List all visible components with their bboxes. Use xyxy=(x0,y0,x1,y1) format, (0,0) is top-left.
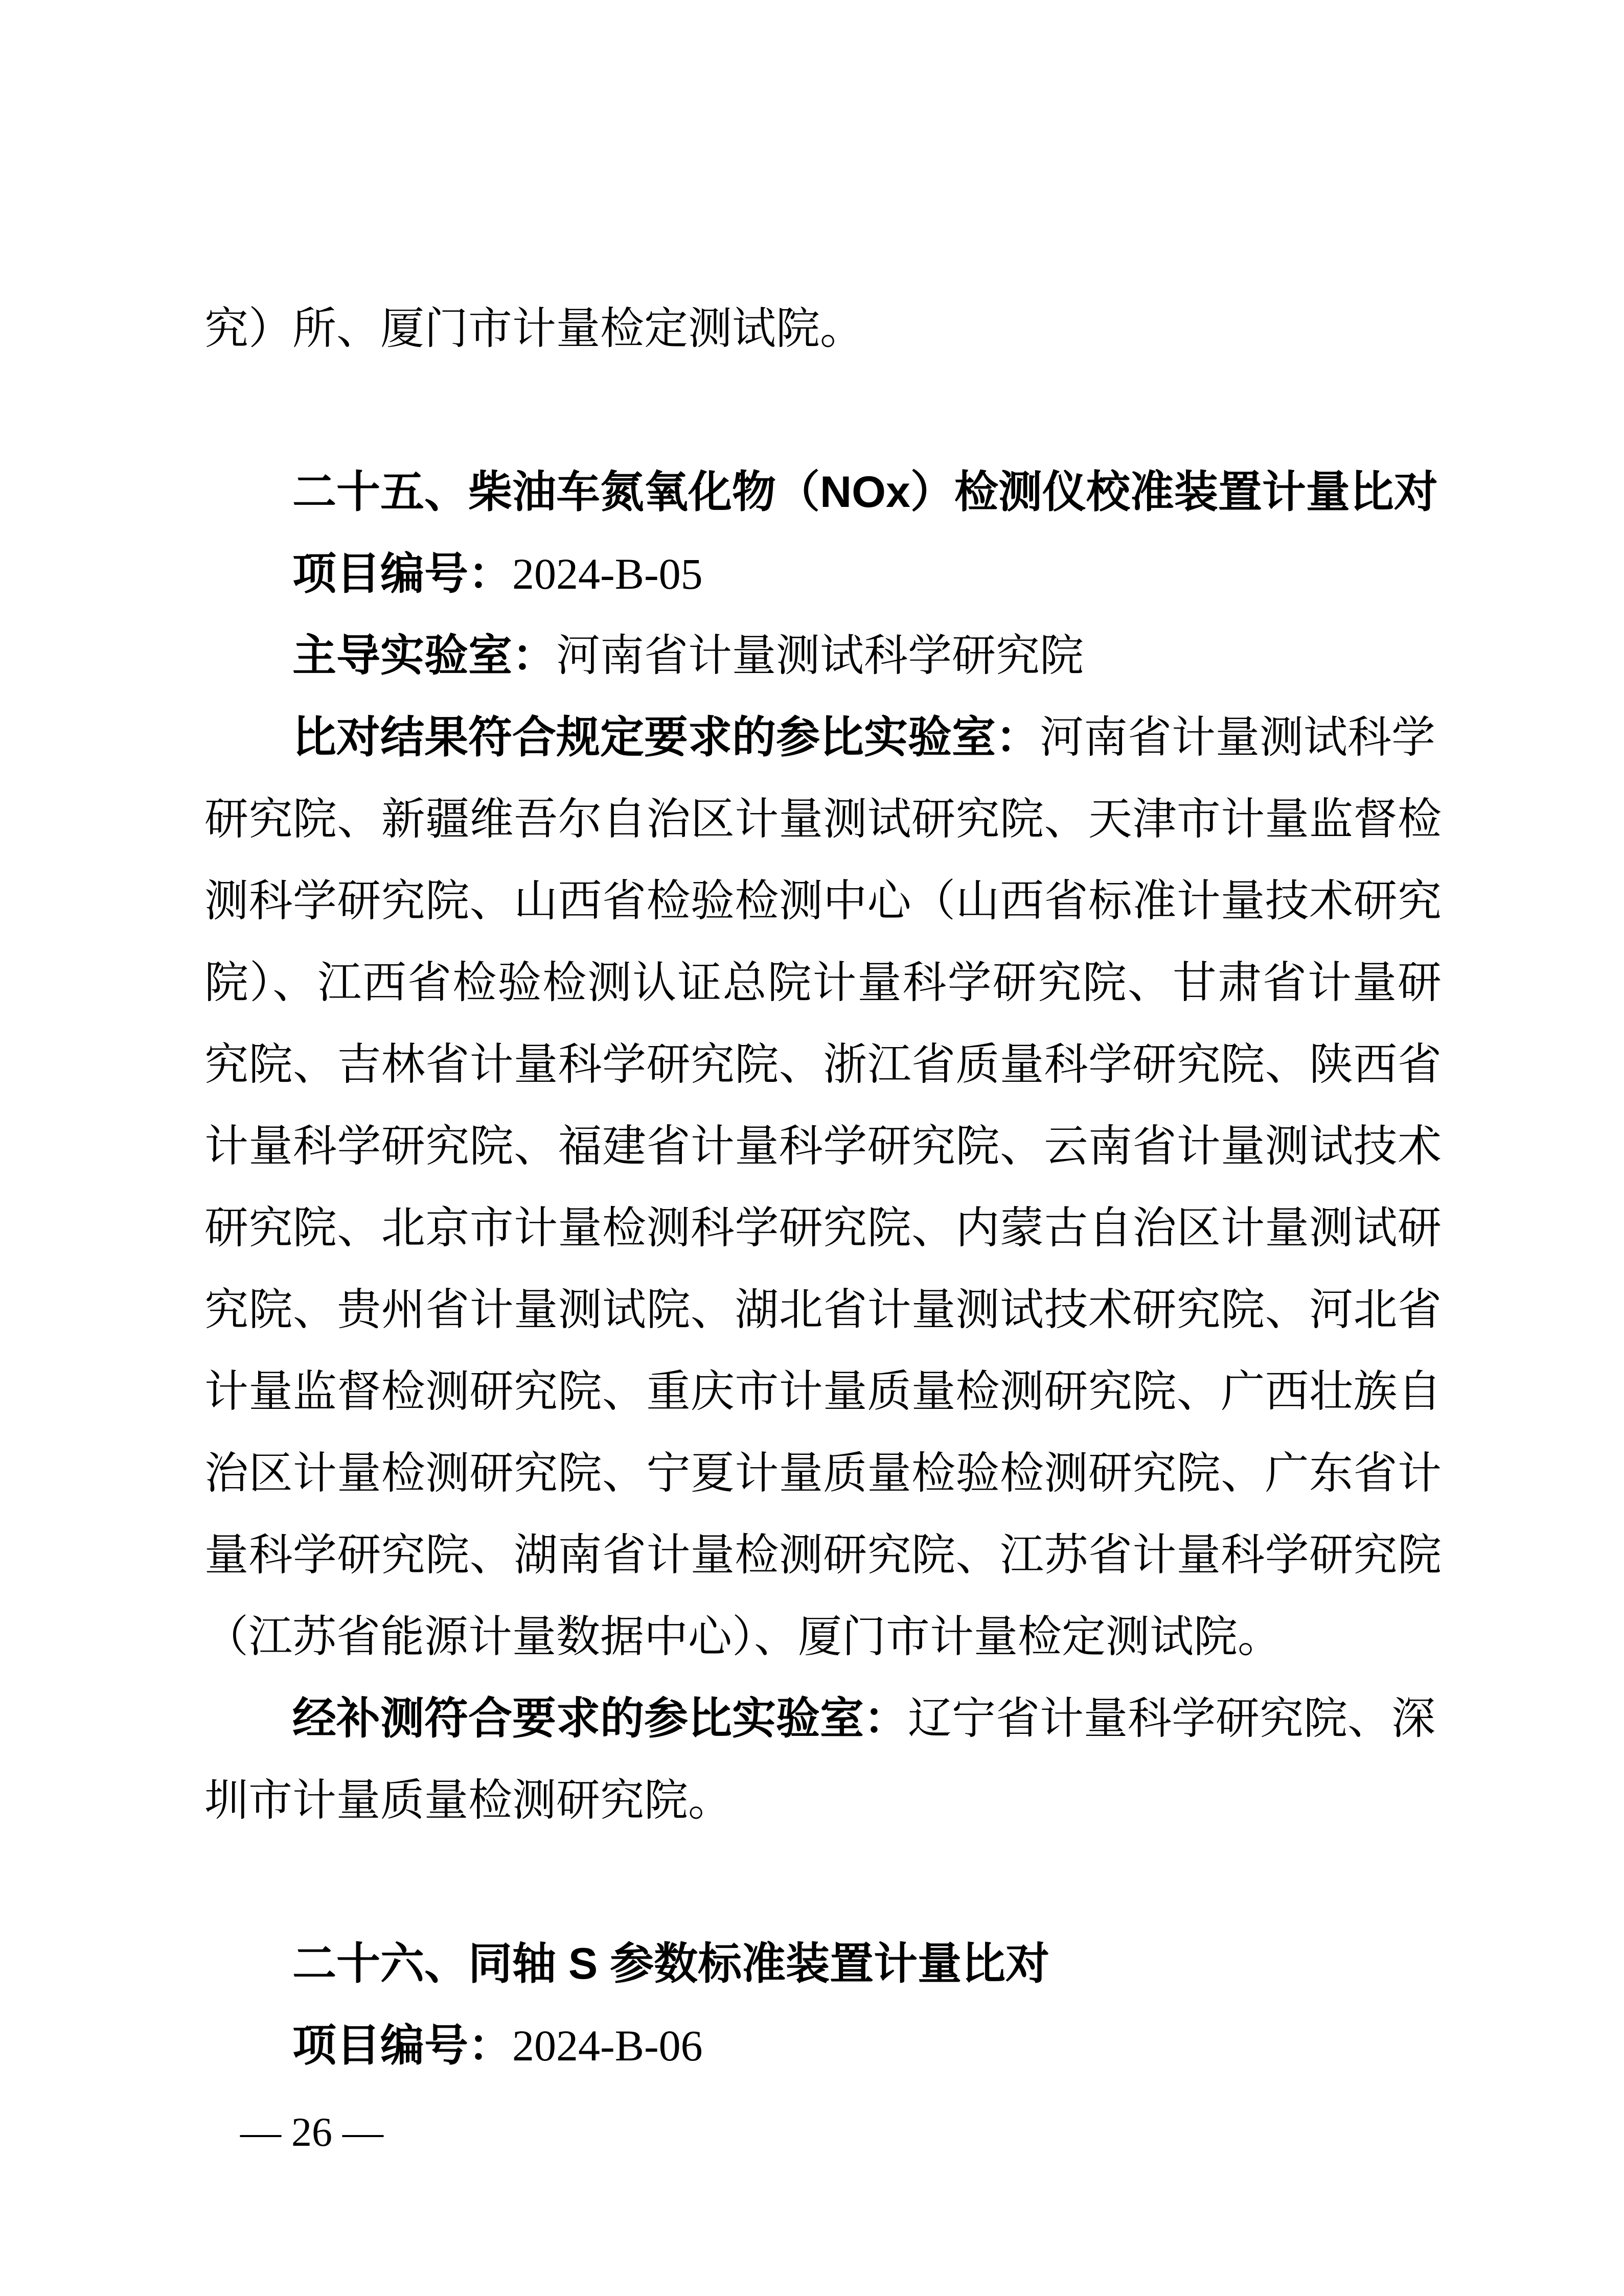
supplemented-labs-last-line: 圳市计量质量检测研究院。 xyxy=(204,1776,732,1825)
compliant-labs-first-line xyxy=(204,697,1442,778)
paragraph-line: 计量监督检测研究院、重庆市计量质量检测研究院、广西壮族自 xyxy=(204,1367,1442,1416)
supplemented-labs-first-line-rest: 辽宁省计量科学研究院、深 xyxy=(908,1694,1435,1743)
paragraph-line: 计量科学研究院、福建省计量科学研究院、云南省计量测试技术 xyxy=(204,1122,1442,1171)
compliant-labs-first-line-rest: 河南省计量测试科学 xyxy=(1040,713,1435,762)
supplemented-labs-label: 经补测符合要求的参比实验室： xyxy=(292,1694,908,1743)
paragraph-line: 究院、贵州省计量测试院、湖北省计量测试技术研究院、河北省 xyxy=(204,1285,1442,1334)
project-number-value: 2024-B-05 xyxy=(512,549,703,598)
paragraph-line: 治区计量检测研究院、宁夏计量质量检验检测研究院、广东省计 xyxy=(204,1449,1442,1498)
compliant-labs-last-line: （江苏省能源计量数据中心）、厦门市计量检定测试院。 xyxy=(204,1612,1282,1661)
project-number-value: 2024-B-06 xyxy=(512,2021,703,2070)
supplemented-labs-first-line xyxy=(204,1678,1442,1759)
text-block xyxy=(204,288,1442,2086)
project-number-label: 项目编号： xyxy=(292,549,512,598)
paragraph-line: 研究院、北京市计量检测科学研究院、内蒙古自治区计量测试研 xyxy=(204,1203,1442,1253)
compliant-labs-label: 比对结果符合规定要求的参比实验室： xyxy=(292,713,1040,762)
lead-lab-value: 河南省计量测试科学研究院 xyxy=(556,631,1084,680)
paragraph-line: 测科学研究院、山西省检验检测中心（山西省标准计量技术研究 xyxy=(204,876,1442,925)
page-footer xyxy=(240,2109,383,2155)
paragraph-line: 量科学研究院、湖南省计量检测研究院、江苏省计量科学研究院 xyxy=(204,1530,1442,1580)
section-26-heading: 二十六、同轴 S 参数标准装置计量比对 xyxy=(292,1939,1050,1988)
section-25-lead-lab-line xyxy=(204,615,1442,697)
section-26-project-number-line xyxy=(204,2005,1442,2086)
paragraph-line: 院）、江西省检验检测认证总院计量科学研究院、甘肃省计量研 xyxy=(204,958,1442,1007)
section-25-project-number-line xyxy=(204,533,1442,615)
carryover-line: 究）所、厦门市计量检定测试院。 xyxy=(204,304,864,353)
section-25-heading: 二十五、柴油车氮氧化物（NOx）检测仪校准装置计量比对 xyxy=(292,468,1438,517)
paragraph-line: 研究院、新疆维吾尔自治区计量测试研究院、天津市计量监督检 xyxy=(204,795,1442,844)
blank-line xyxy=(204,369,1442,451)
blank-line xyxy=(204,1841,1442,1923)
lead-lab-label: 主导实验室： xyxy=(292,631,556,680)
page-number: — 26 — xyxy=(240,2110,383,2155)
project-number-label: 项目编号： xyxy=(292,2021,512,2070)
paragraph-line: 究院、吉林省计量科学研究院、浙江省质量科学研究院、陕西省 xyxy=(204,1040,1442,1089)
